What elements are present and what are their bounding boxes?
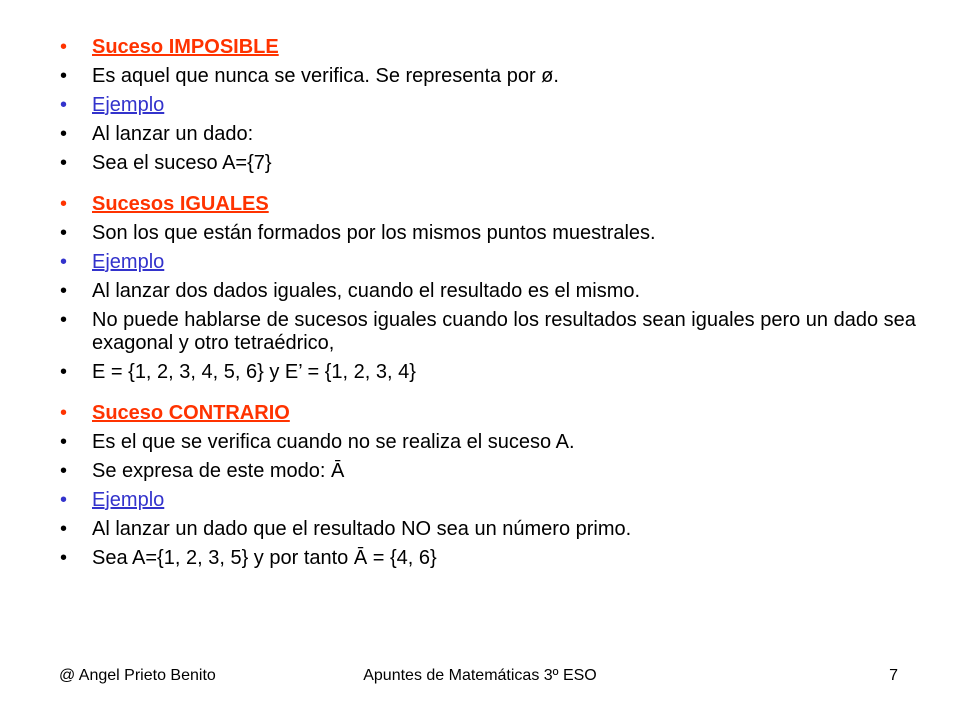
notation-text: • Se expresa de este modo: Ā [60, 460, 345, 482]
definition-text: • Es el que se verifica cuando no se realiza el suceso A. [60, 431, 575, 453]
slide-footer [0, 665, 960, 687]
bullet-icon: • [60, 402, 68, 424]
list-item: • Al lanzar dos dados iguales, cuando el resultado es el mismo. [60, 280, 641, 302]
bullet-icon: • [60, 361, 68, 383]
bullet-icon: • [60, 36, 68, 58]
bullet-icon: • [60, 547, 68, 569]
bullet-icon: • [60, 123, 68, 145]
definition-text: • Son los que están formados por los mismos puntos muestrales. [60, 222, 656, 244]
bullet-icon: • [60, 65, 68, 87]
example-link[interactable]: • Ejemplo [60, 489, 165, 511]
bullet-icon: • [60, 222, 68, 244]
bullet-list [60, 36, 920, 576]
section-heading: • Suceso CONTRARIO [60, 402, 290, 424]
bullet-icon: • [60, 94, 68, 116]
list-item: • E = {1, 2, 3, 4, 5, 6} y E’ = {1, 2, 3, 4} [60, 361, 416, 383]
definition-text: • Es aquel que nunca se verifica. Se representa por ø. [60, 65, 559, 87]
bullet-icon: • [60, 431, 68, 453]
bullet-icon: • [60, 489, 68, 511]
footer-author: @ Angel Prieto Benito [59, 667, 216, 684]
list-item: • No puede hablarse de sucesos iguales cuando los resultados sean iguales pero un dado sea exagonal y otro tetraédrico, [60, 309, 916, 354]
footer-course: Apuntes de Matemáticas 3º ESO [363, 667, 597, 684]
bullet-icon: • [60, 460, 68, 482]
section-heading: • Suceso IMPOSIBLE [60, 36, 279, 58]
example-link[interactable]: • Ejemplo [60, 94, 165, 116]
list-item: • Al lanzar un dado: [60, 123, 254, 145]
list-item: • Al lanzar un dado que el resultado NO sea un número primo. [60, 518, 632, 540]
example-link[interactable]: • Ejemplo [60, 251, 165, 273]
footer-page-number: 7 [889, 667, 898, 684]
bullet-icon: • [60, 193, 68, 215]
bullet-icon: • [60, 280, 68, 302]
bullet-icon: • [60, 309, 68, 331]
section-heading: • Sucesos IGUALES [60, 193, 269, 215]
bullet-icon: • [60, 518, 68, 540]
section-imposible [60, 36, 920, 175]
section-contrario [60, 402, 920, 570]
bullet-icon: • [60, 152, 68, 174]
list-item: • Sea el suceso A={7} [60, 152, 272, 174]
bullet-icon: • [60, 251, 68, 273]
list-item: • Sea A={1, 2, 3, 5} y por tanto Ā = {4, 6} [60, 547, 437, 569]
section-iguales [60, 193, 920, 384]
